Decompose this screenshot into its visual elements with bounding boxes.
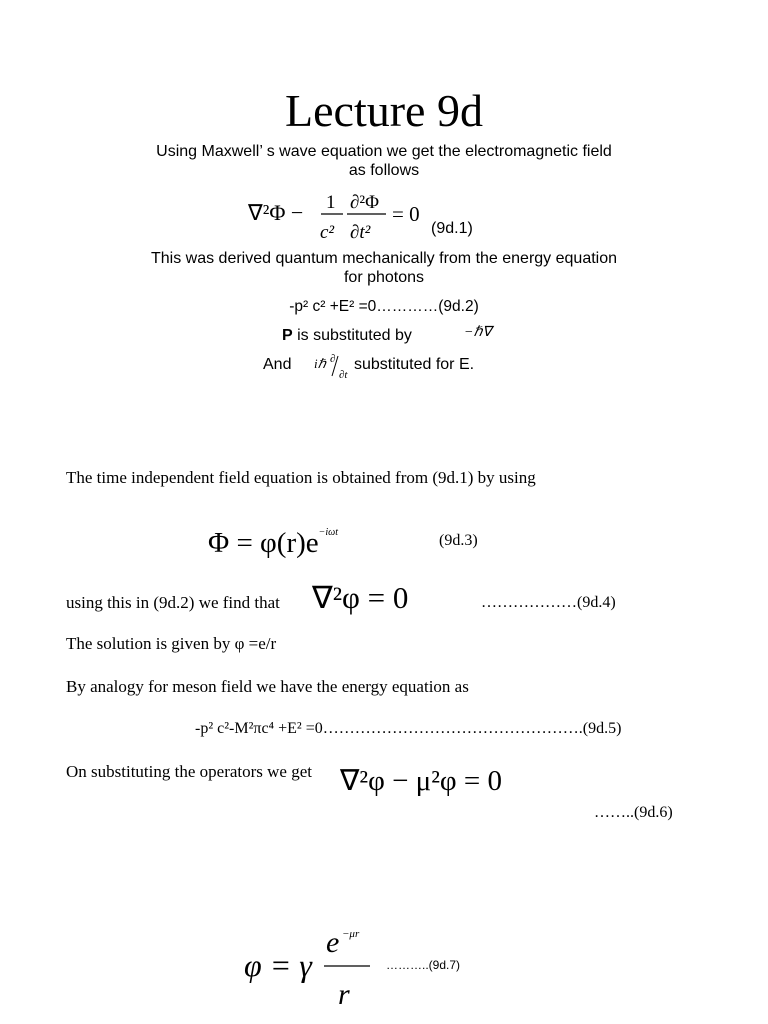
derivation-paragraph [0,249,768,287]
eq1-partial-numerator: ∂²Φ [350,192,379,213]
eq7-lhs: φ = γ [244,947,312,983]
substituting-line: On substituting the operators we get [66,762,312,781]
intro-line-1: Using Maxwell’ s wave equation we get the electromagnetic field [156,143,612,160]
equation-9d5: -p² c²-M²πc⁴ +E² =0………………………………………….(9d.5) [195,720,622,737]
derivation-line-2: for photons [343,269,425,286]
e-substitution-suffix: substituted for E. [354,356,475,373]
eq1-partial-denominator: ∂t² [350,222,371,243]
using-line: using this in (9d.2) we find that [66,593,280,612]
solution-line: The solution is given by φ =e/r [66,634,277,653]
equation-9d2: -p² c² +E² =0…………(9d.2) [289,298,479,315]
equation-9d3 [208,527,338,560]
derivation-line-1: This was derived quantum mechanically from the energy equation [150,250,618,267]
p-substitution-text: is substituted by [292,327,412,344]
eq4-formula: ∇²φ = 0 [312,580,409,615]
e-operator-dt: ∂t [339,369,348,381]
time-independent-text: The time independent field equation is obtained from (9d.1) by using [66,468,536,487]
eq1-denominator: c² [320,222,335,243]
eq6-formula: ∇²φ − μ²φ = 0 [340,765,503,797]
e-operator [312,352,356,382]
equation-9d1 [246,188,486,248]
eq1-numerator: 1 [326,192,336,213]
equation-9d7 [240,922,380,1012]
e-operator-partial: ∂ [330,353,336,365]
p-operator: −ℏ∇ [464,325,492,340]
eq3-formula: Φ = φ(r)e [208,527,319,559]
e-substitution-prefix: And [263,356,292,373]
analogy-line: By analogy for meson field we have the energy equation as [66,677,469,696]
eq7-exponent: −μr [342,928,360,940]
eq7-denominator: r [338,978,350,1011]
e-operator-graphic [312,352,356,382]
eq1-rhs: = 0 [392,202,420,226]
p-substitution-line [282,327,412,345]
intro-line-2: as follows [348,162,420,179]
eq1-label: (9d.1) [431,220,473,237]
eq6-label: ……..(9d.6) [594,804,673,821]
intro-paragraph [0,142,768,180]
eq3-exponent: −iωt [318,527,339,539]
eq3-label: (9d.3) [439,532,478,549]
eq1-lhs: ∇²Φ − [248,200,304,225]
eq7-numerator: e [326,926,340,959]
page-title: Lecture 9d [285,85,483,136]
equation-9d7-graphic [240,922,380,1012]
eq7-label: ………..(9d.7) [386,958,461,972]
e-operator-ih: iℏ [314,356,326,371]
eq4-label: ………………(9d.4) [481,594,616,611]
p-symbol: P [282,327,293,344]
equation-9d1-graphic [246,188,486,248]
